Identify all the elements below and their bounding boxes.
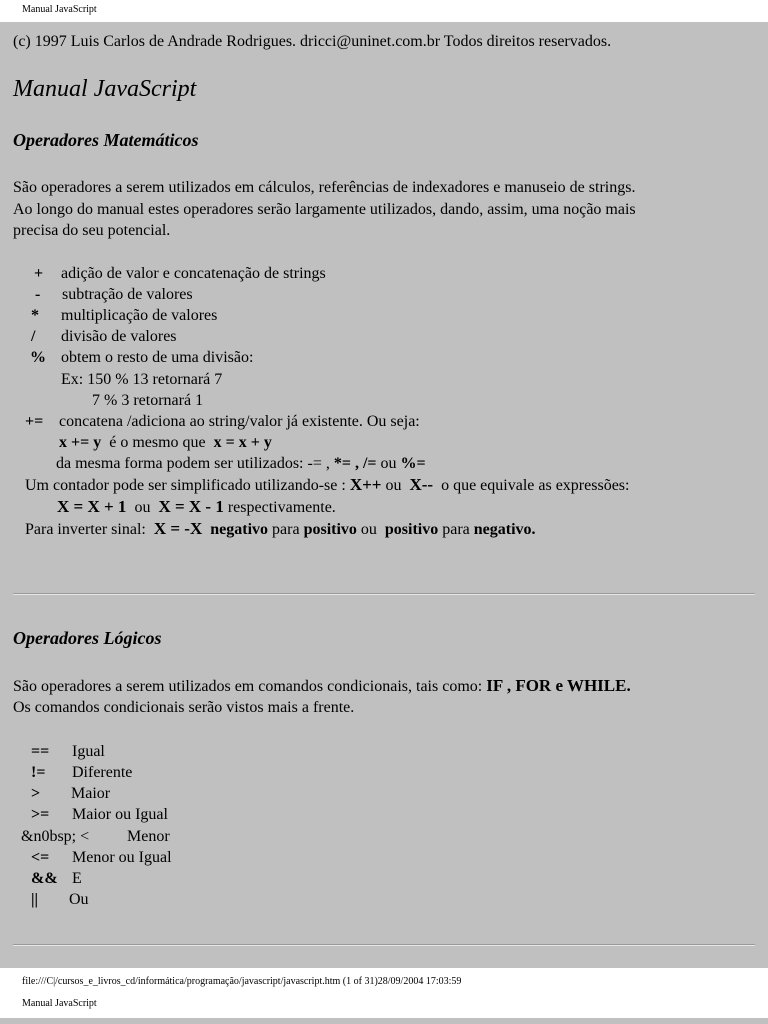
invert-positive-1: positivo xyxy=(303,521,357,538)
math-intro-line-2: Ao longo do manual estes operadores serão largamente utilizados, dando, assim, uma noção mais xyxy=(13,201,636,218)
equivalence-line xyxy=(59,433,272,453)
print-footer-path: file:///C|/cursos_e_livros_cd/informática/programação/javascript/javascript.htm (1 of 31)28/09/2004 17:03:59 xyxy=(22,976,462,987)
counter-text: Um contador pode ser simplificado utilizando-se : xyxy=(25,477,346,494)
compound-ops-mod: %= xyxy=(400,455,426,472)
section-divider-2 xyxy=(13,944,755,946)
print-footer xyxy=(0,968,768,1018)
invert-expression: X = -X xyxy=(153,519,203,538)
counter-line xyxy=(25,475,629,496)
logic-symbol-and: && xyxy=(31,870,58,887)
logic-desc-less: Menor xyxy=(127,828,170,845)
op-symbol-modulo: % xyxy=(30,349,46,366)
logic-symbol-greater: > xyxy=(31,785,41,802)
invert-or: ou xyxy=(360,521,377,538)
op-desc-divide: divisão de valores xyxy=(61,328,177,345)
copyright-line: (c) 1997 Luis Carlos de Andrade Rodrigues. dricci@uninet.com.br Todos direitos reservados. xyxy=(13,33,612,50)
op-desc-plus-assign: concatena /adiciona ao string/valor já existente. Ou seja: xyxy=(59,413,420,430)
logic-desc-equal: Igual xyxy=(72,743,105,760)
compound-ops-bold: *= , /= xyxy=(333,455,377,472)
print-footer-title: Manual JavaScript xyxy=(22,998,97,1009)
equivalence-right: x = x + y xyxy=(213,434,272,451)
equivalence-left: x += y xyxy=(59,434,102,451)
logic-symbol-or: || xyxy=(31,891,39,908)
counter-equivalent: o que equivale as expressões: xyxy=(441,477,630,494)
invert-sign-line xyxy=(25,519,536,540)
logic-desc-greater-equal: Maior ou Igual xyxy=(72,806,168,823)
document-page xyxy=(0,22,768,968)
print-header xyxy=(0,0,768,22)
logical-intro-line-1 xyxy=(13,676,631,697)
op-desc-minus: subtração de valores xyxy=(62,286,193,303)
counter-or: ou xyxy=(385,477,402,494)
invert-negative-2: negativo. xyxy=(473,521,536,538)
expression-respectively: respectivamente. xyxy=(227,499,336,516)
compound-ops-text: da mesma forma podem ser utilizados: -= , xyxy=(56,455,330,472)
next-page-edge xyxy=(0,1018,768,1024)
invert-positive-2: positivo xyxy=(384,521,439,538)
print-header-title: Manual JavaScript xyxy=(22,4,97,15)
logic-symbol-greater-equal: >= xyxy=(31,806,50,823)
logic-symbol-less: &n0bsp; < xyxy=(21,828,90,845)
equivalence-text: é o mesmo que xyxy=(109,434,206,451)
logical-intro-keywords: IF , FOR e WHILE. xyxy=(486,676,631,695)
counter-decrement: X-- xyxy=(409,475,434,494)
compound-ops-line xyxy=(56,454,426,474)
op-symbol-divide: / xyxy=(31,328,36,345)
expression-increment: X = X + 1 xyxy=(57,497,127,516)
modulo-example-1: Ex: 150 % 13 retornará 7 xyxy=(61,371,223,388)
invert-para-2: para xyxy=(442,521,470,538)
logic-symbol-less-equal: <= xyxy=(31,849,50,866)
section-divider-1 xyxy=(13,593,755,595)
logical-intro-line-2: Os comandos condicionais serão vistos mais a frente. xyxy=(13,699,355,716)
op-desc-multiply: multiplicação de valores xyxy=(61,307,218,324)
logic-desc-less-equal: Menor ou Igual xyxy=(72,849,172,866)
invert-negative-1: negativo xyxy=(210,521,269,538)
op-desc-modulo: obtem o resto de uma divisão: xyxy=(61,349,254,366)
math-intro-line-3: precisa do seu potencial. xyxy=(13,222,171,239)
logic-symbol-equal: == xyxy=(31,743,50,760)
document-title: Manual JavaScript xyxy=(13,76,197,102)
invert-para-1: para xyxy=(272,521,300,538)
logic-symbol-not-equal: != xyxy=(31,764,46,781)
expressions-line xyxy=(57,497,336,518)
section-heading-logical: Operadores Lógicos xyxy=(13,628,162,648)
logic-desc-not-equal: Diferente xyxy=(72,764,133,781)
logic-desc-and: E xyxy=(72,870,82,887)
logic-desc-greater: Maior xyxy=(71,785,111,802)
expression-decrement: X = X - 1 xyxy=(158,497,224,516)
math-intro-line-1: São operadores a serem utilizados em cálculos, referências de indexadores e manuseio de strings. xyxy=(13,179,636,196)
invert-text: Para inverter sinal: xyxy=(25,521,146,538)
modulo-example-2: 7 % 3 retornará 1 xyxy=(92,392,204,409)
op-desc-plus: adição de valor e concatenação de strings xyxy=(61,265,326,282)
expression-or: ou xyxy=(134,499,151,516)
compound-ops-or: ou xyxy=(380,455,397,472)
logical-intro-text: São operadores a serem utilizados em comandos condicionais, tais como: xyxy=(13,678,483,695)
section-heading-math: Operadores Matemáticos xyxy=(13,130,199,150)
logic-desc-or: Ou xyxy=(69,891,89,908)
op-symbol-plus: + xyxy=(34,265,44,282)
counter-increment: X++ xyxy=(349,475,382,494)
op-symbol-minus: - xyxy=(35,286,41,303)
op-symbol-plus-assign: += xyxy=(25,413,44,430)
op-symbol-multiply: * xyxy=(31,307,39,324)
